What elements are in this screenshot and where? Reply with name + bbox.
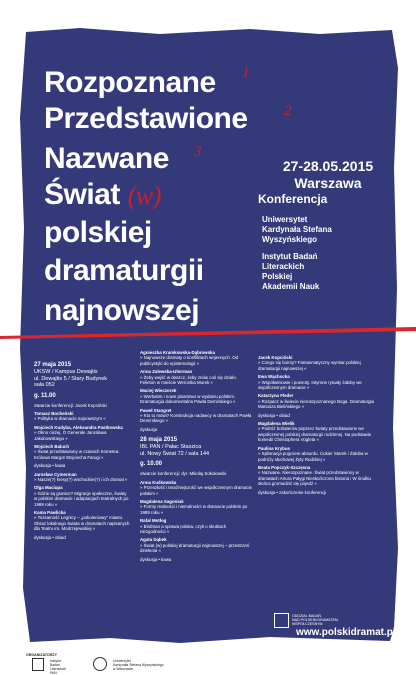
program-item <box>258 490 376 495</box>
program-item <box>258 446 376 462</box>
talk-title: » Polityka w dramacie najnowszym « <box>34 416 106 422</box>
program-item <box>34 411 130 422</box>
speaker-name: Agnieszka Kramkowska-Dąbrowska <box>140 350 215 355</box>
ibl-logo-icon <box>274 613 289 628</box>
program-item <box>140 408 252 424</box>
program-day-1 <box>34 362 130 540</box>
speaker-name: Rafał Motłog <box>140 518 167 524</box>
day-1-place-3: sala 052 <box>34 382 55 388</box>
speaker-name: Tomasz Bocheński <box>34 410 74 416</box>
speaker-name: Magdalena Sagoniuk <box>140 498 184 504</box>
speaker-name: Ewa Wąchocka <box>258 374 290 380</box>
talk-title: » Czego się boimy? Fantasmatyczny wymiar polskiej dramaturgii najnowszej « <box>258 360 361 371</box>
day-2-talks <box>140 471 252 562</box>
speaker-name: Beata Popczyk-Szczęsna <box>258 464 311 470</box>
day-1-place-1: UKSW / Kampus Dewajtis <box>34 369 98 375</box>
program-item <box>258 465 376 487</box>
day-2-place-2: ul. Nowy Świat 72 / sala 144 <box>140 450 210 457</box>
title-line-7: najnowszej <box>44 294 200 327</box>
speaker-name: Magdalena Wielik <box>258 421 295 427</box>
day-1-date: 27 maja 2015 <box>34 362 72 368</box>
logo-line: NAD POLSKIM DRAMATEM <box>292 618 338 623</box>
talk-title: dyskusja <box>140 426 158 432</box>
talk-title: » Werbatim i nowe pisarstwo w wydaniu polskim. Dramaturgia dokumentalna Pawła Demirskiego « <box>140 393 236 405</box>
title-line-1: Rozpoznane <box>44 66 216 99</box>
org-2-line: Uniwersytet <box>113 659 131 663</box>
event-dates-block <box>258 158 398 192</box>
speaker-name: Agata Dąbek <box>140 537 167 543</box>
day-2-place-1: IBL PAN / Pałac Staszica <box>140 444 202 451</box>
org-1-line: Badań <box>50 663 60 667</box>
title-world: Świat <box>44 178 128 211</box>
speaker-name: Wojciech Kudyba, Aleksandra Pastkowska <box>34 424 123 430</box>
uksw-line: Uniwersytet <box>262 215 308 224</box>
event-type: Konferencja <box>258 192 328 206</box>
org-1-text <box>50 659 66 675</box>
talk-title: » Najnowsze dramaty o konfliktach wojennych. Od publicystyki do epistemologii « <box>140 355 239 366</box>
logo-line: ODDZIAŁ BADAŃ <box>292 614 321 618</box>
org-1-line: PAN <box>50 671 57 675</box>
talk-title: dyskusja • kawa <box>34 463 66 469</box>
speaker-name: Anna Zalewska-Uherman <box>140 369 193 375</box>
website-link[interactable]: www.polskidramat.pl <box>296 627 396 638</box>
program-item <box>258 374 376 390</box>
day-1-talks-afternoon <box>140 350 252 432</box>
speaker-name: Maciej Wieczorek <box>140 388 177 394</box>
title-line-2: Przedstawione <box>44 102 248 135</box>
talk-title: » Gdzie są granice? Migracje społeczne, światy w polskim dramacie i adaptacjach teatralnych po 1989 roku « <box>34 490 129 507</box>
program-item <box>34 510 130 532</box>
ibl-line: Instytut Badań <box>262 252 318 261</box>
program-item <box>34 472 130 483</box>
title-line-3: Nazwane <box>44 142 169 175</box>
institution-uksw <box>262 215 372 245</box>
program-item <box>258 413 376 418</box>
program-item <box>140 537 252 553</box>
talk-title: dyskusja • zakończenie konferencji <box>258 489 326 495</box>
speaker-name: Kama Pawlicka <box>34 510 66 515</box>
talk-title: » Rozpacz w świecie nieroszpoznanego Boga. Dramaturgia Mariusza Bielińskiego « <box>258 398 374 410</box>
program-column-2 <box>140 347 252 562</box>
program-item <box>34 425 130 441</box>
program-item <box>140 471 252 476</box>
org-2-line: Kardynała Stefana Wyszyńskiego <box>113 663 164 667</box>
speaker-name: Wojciech Baluch <box>34 443 70 449</box>
speaker-name: Paweł Stangret <box>140 407 172 413</box>
program-item <box>258 393 376 409</box>
title-w: (w) <box>127 181 161 210</box>
talk-title: » Przeszłość i teraźniejszość we współczesnym dramacie polskim « <box>140 485 252 496</box>
event-city: Warszawa <box>294 175 362 191</box>
talk-title: » Podróż bohaterów poprzez światy przedstawione we współczesnej polskiej dramaturgii rodzinnej. Na podstawie komedii Christophera Vogleta « <box>258 426 372 443</box>
talk-title: » Birdman a sprawa polska, czyli o skutkach niezgodności « <box>140 523 227 534</box>
day-1-place-2: ul. Dewajtis 5 / Stary Budynek <box>34 375 108 382</box>
day-2-talks-afternoon <box>258 355 376 495</box>
day-1-time: g. 11.00 <box>34 392 56 399</box>
program-column-3 <box>258 352 376 495</box>
program-item <box>34 463 130 468</box>
uksw-seal-icon <box>93 657 107 671</box>
day-2-date: 28 maja 2015 <box>140 437 178 444</box>
talk-title: » Świat przedstawiony w czasach Kometea. Królowa Margot Wojciecha Farugi « <box>34 449 120 460</box>
ibl-line: Literackich <box>262 262 305 271</box>
ibl-pan-logo-icon <box>32 658 44 671</box>
program-item <box>140 557 252 562</box>
talk-title: » Nasze(?) kresy(?) wschodnie(?) i ich dramat « <box>34 476 128 482</box>
talk-title: » Żeby wejść w deszcz, żeby znów coś się działo. Felieton w mieście Weronika Murek « <box>140 374 237 386</box>
program-item <box>140 350 252 366</box>
footnote-3: 3 <box>194 144 202 160</box>
program-item <box>140 480 252 496</box>
ibl-line: Polskiej <box>262 272 293 281</box>
institution-ibl <box>262 252 372 292</box>
title-line-5: polskiej <box>44 216 152 249</box>
speaker-name: Olga Maciupa <box>34 485 63 491</box>
talk-title: dyskusja • kawa <box>140 556 172 562</box>
day-1-talks <box>34 403 130 541</box>
program-item <box>140 388 252 404</box>
program-item <box>34 444 130 460</box>
department-logo-text <box>292 614 352 627</box>
speaker-name: Katarzyna Fleder <box>258 393 294 399</box>
program-item <box>34 485 130 507</box>
org-2-text <box>113 659 163 671</box>
talk-title: » Formy realności i niemalności w dramacie polskim po 1989 roku « <box>140 504 248 515</box>
program-item <box>140 369 252 385</box>
day-2-time: g. 10.00 <box>140 461 163 468</box>
speaker-name: Anna Kuśkowska <box>140 479 177 485</box>
talk-title: » Nazwane. Nierozpoznane. Świat przedstawiony w dramatach Artura Pałygi Nieskończona historia i W środku słońca gromadzić się pojedź « <box>258 470 371 487</box>
talk-title: » Kto tu mówi? Konstrukcja nadawcy w dramatach Pawła Demirskiego « <box>140 413 252 424</box>
org-1-line: Literackich <box>50 667 67 671</box>
org-2-line: w Warszawie <box>113 667 133 671</box>
title-line-4 <box>44 180 161 211</box>
talk-title: » Współwiniowie i powroty. Intymne rytuały żałoby we współczesnym dramacie « <box>258 379 362 391</box>
red-stripe <box>0 327 416 339</box>
uksw-line: Kardynała Stefana <box>262 225 332 234</box>
org-1-line: Instytut <box>50 659 61 663</box>
program-item <box>140 499 252 515</box>
program-item <box>140 518 252 534</box>
logo-line: WSPÓŁCZESNYM <box>292 622 323 627</box>
speaker-name: Jarosław Cymerman <box>34 471 77 477</box>
ibl-line: Akademii Nauk <box>262 282 320 291</box>
program-item <box>258 355 376 371</box>
talk-title: » Splisnacja pojęciem absurdu. Cukier Starek i Żałoba w podróży słuchowej Żyty Rudzkiej « <box>258 451 368 462</box>
talk-title: dyskusja • obiad <box>258 412 290 418</box>
talk-title: otwarcie konferencji: Jacek Kopciński <box>34 402 107 408</box>
talk-title: » Świat (w) polskiej dramaturgii najnowszej – przestrzeń dzielenia « <box>140 542 250 554</box>
footnote-2: 2 <box>284 103 292 119</box>
talk-title: » Tożsamość Legnicy – „pokoleniowy” miasto. Obraz lokalnego świata w dramatach napisanych dla Teatru im. Modrzejewskiej « <box>34 515 130 532</box>
talk-title: otwarcie konferencji: dyr. Mikołaj Sokołowski <box>140 471 227 477</box>
talk-title: dyskusja • obiad <box>34 534 66 540</box>
speaker-name: Jacek Kopciński <box>258 355 293 360</box>
program-item <box>258 421 376 443</box>
uksw-line: Wyszyńskiego <box>262 235 317 244</box>
talk-title: » Okno ciszej. O Generale Jarosława Jakubowskiego « <box>34 430 107 441</box>
organizers-label: ORGANIZATORZY <box>26 653 58 657</box>
speaker-name: Paulina Krybus <box>258 445 290 451</box>
title-line-6: dramaturgii <box>44 254 204 287</box>
program-item <box>34 403 130 408</box>
event-dates: 27-28.05.2015 <box>282 158 374 174</box>
footnote-1: 1 <box>242 65 250 81</box>
program-item <box>34 535 130 540</box>
